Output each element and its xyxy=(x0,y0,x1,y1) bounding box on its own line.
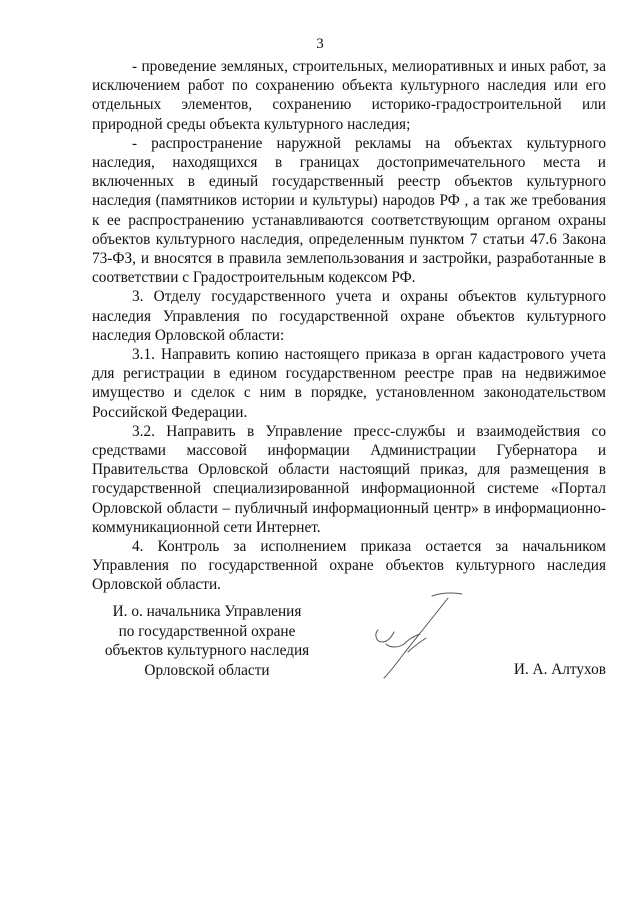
page-number: 3 xyxy=(316,36,324,52)
signer-name: И. А. Алтухов xyxy=(513,661,606,678)
paragraph-item-3: 3. Отделу государственного учета и охраны объектов культурного наследия Управления по государственной охране объектов культурного наследия Орловской области: xyxy=(92,288,606,344)
paragraph-item-3-2: 3.2. Направить в Управление пресс-службы и взаимодействия со средствами массовой информации Администрации Губернатора и Правительства Орловской области настоящий приказ, для размещения в государственной специализированной информационной системе «Портал Орловской области – публичный информационный центр» в информационно-коммуникационной сети Интернет. xyxy=(92,422,606,536)
signer-position-line: по государственной охране xyxy=(118,622,296,640)
document-body xyxy=(92,57,606,595)
paragraph-outdoor-advertising: - распространение наружной рекламы на объектах культурного наследия, находящихся в границах достопримечательного места и включенных в единый государственный реестр объектов культурного наследия (памятников истории и культуры) народов РФ , а так же требования к ее распространению устанавливаются соответствующим органом охраны объектов культурного наследия, определенным пунктом 7 статьи 47.6 Закона 73-ФЗ, и вносятся в правила землепользования и застройки, разработанные в соответствии с Градостроительным кодексом РФ. xyxy=(92,134,606,287)
paragraph-item-4: 4. Контроль за исполнением приказа остается за начальником Управления по государственной охране объектов культурного наследия Орловской области. xyxy=(92,538,606,594)
signature-stroke xyxy=(432,593,462,596)
signer-position-line: Орловской области xyxy=(144,661,270,679)
paragraph-item-3-1: 3.1. Направить копию настоящего приказа в орган кадастрового учета для регистрации в едином государственном реестре прав на недвижимое имущество и сделок с ним в порядке, установленном законодательством Российской Федерации. xyxy=(92,346,606,421)
signer-position-line: И. о. начальника Управления xyxy=(112,603,302,620)
handwritten-signature xyxy=(364,590,474,682)
paragraph-earthworks-restriction: - проведение земляных, строительных, мелиоративных и иных работ, за исключением работ по сохранению объекта культурного наследия или его отдельных элементов, сохранению историко-градостроительной или природной среды объекта культурного наследия; xyxy=(92,58,606,133)
signature-block xyxy=(92,602,606,682)
signer-position xyxy=(92,602,322,680)
signer-position-line: объектов культурного наследия xyxy=(104,642,310,659)
signature-stroke xyxy=(376,630,394,642)
signature-stroke xyxy=(384,598,448,678)
